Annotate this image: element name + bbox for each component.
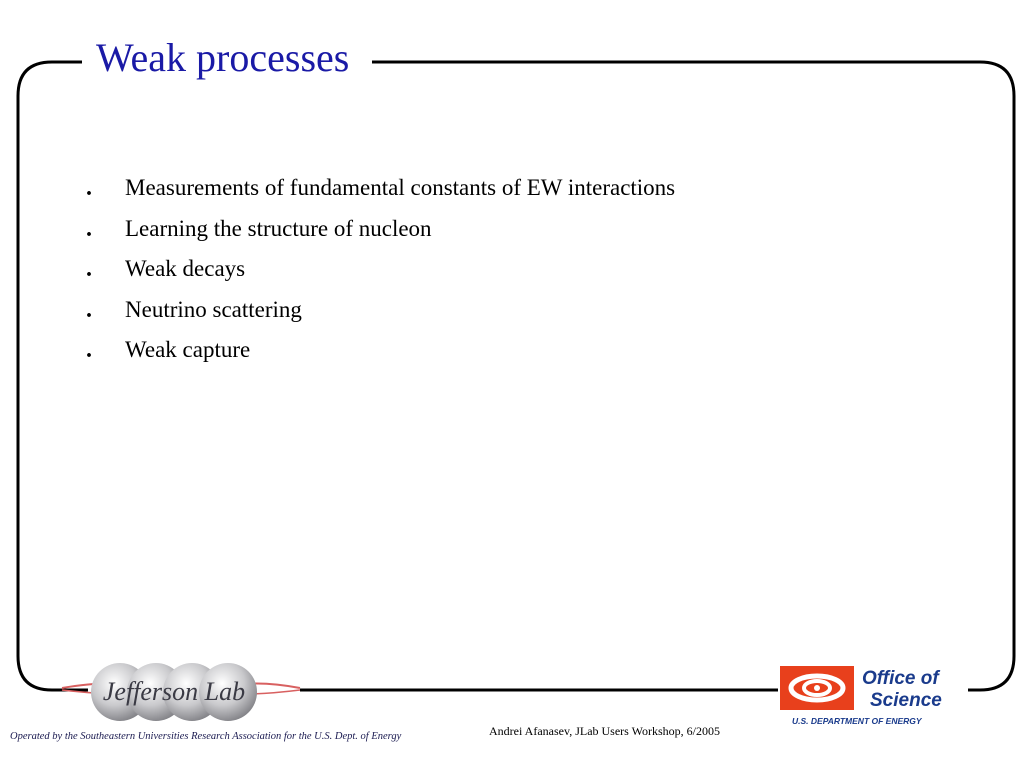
bullet-text: Weak capture [125, 337, 251, 363]
bullet-text: Neutrino scattering [125, 296, 302, 322]
bullet-list [82, 168, 675, 371]
footer-author-credit: Andrei Afanasev, JLab Users Workshop, 6/2005 [489, 724, 720, 738]
bullet-item [82, 330, 675, 371]
bullet-item [82, 209, 675, 250]
jefferson-lab-logo [58, 660, 304, 724]
bullet-text: Weak decays [125, 256, 246, 282]
bullet-item [82, 290, 675, 331]
doe-logo-line1: Office of [862, 668, 939, 689]
doe-logo-line2: Science [870, 690, 942, 711]
doe-logo-line3: U.S. DEPARTMENT OF ENERGY [792, 716, 922, 726]
bullet-marker: . [86, 256, 92, 283]
bullet-marker: . [86, 296, 92, 323]
bullet-marker: . [86, 175, 92, 202]
bullet-item [82, 168, 675, 209]
bullet-text: Learning the structure of nucleon [125, 215, 432, 241]
doe-office-of-science-logo [778, 664, 970, 728]
bullet-marker: . [86, 337, 92, 364]
jlab-logo-text: Jefferson Lab [102, 677, 246, 706]
bullet-item [82, 249, 675, 290]
footer-operator-note: Operated by the Southeastern Universities Research Association for the U.S. Dept. of Energy [10, 731, 402, 742]
bullet-marker: . [86, 215, 92, 242]
bullet-text: Measurements of fundamental constants of EW interactions [125, 175, 676, 201]
slide-title: Weak processes [86, 30, 359, 86]
